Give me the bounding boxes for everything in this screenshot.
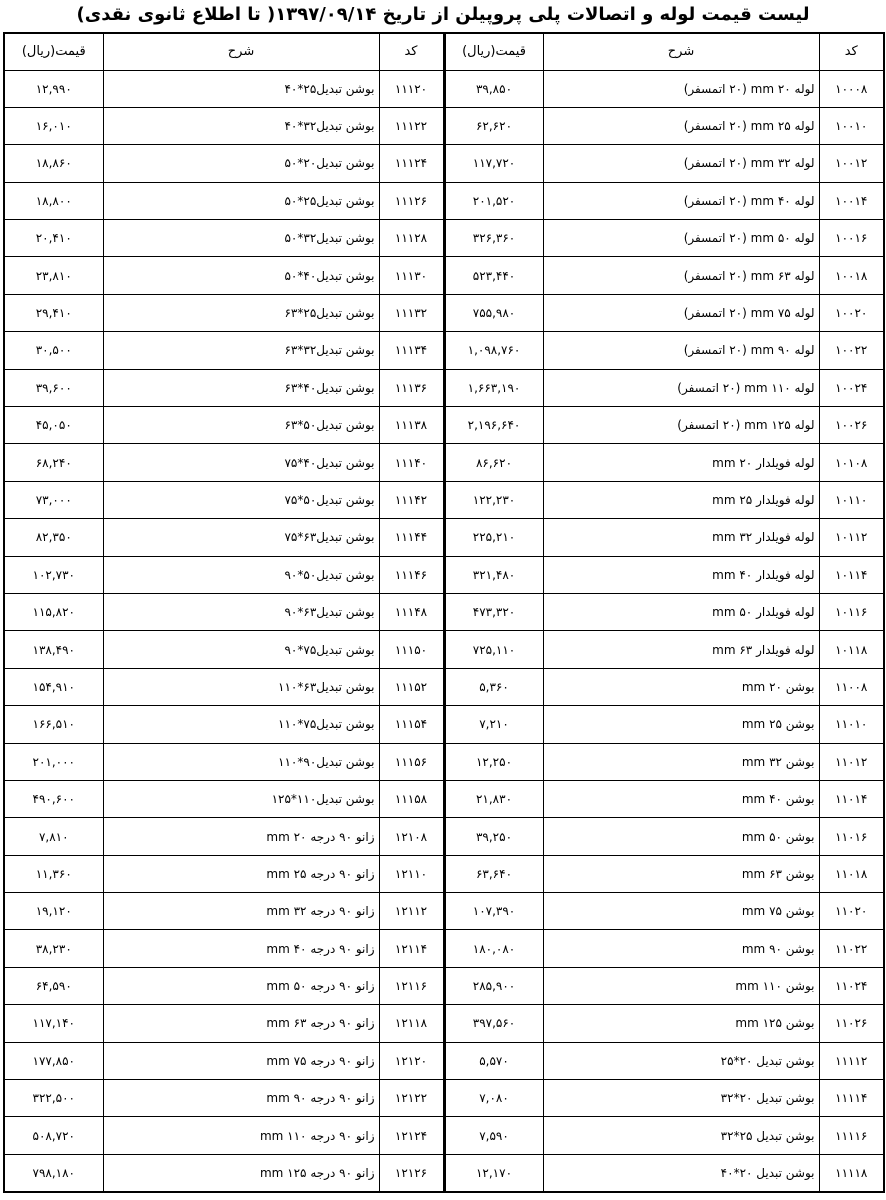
row-code-right: ۱۱۱۱۲ (819, 1042, 884, 1079)
row-description-right: بوشن تبدیل ۲۰*۴۰ (543, 1154, 819, 1191)
table-row (4, 257, 884, 294)
row-description-right: لوله ۱۱۰ mm (۲۰ اتمسفر) (543, 369, 819, 406)
table-row (4, 220, 884, 257)
row-code-right: ۱۰۱۱۸ (819, 631, 884, 668)
row-description-right: لوله فویلدار ۶۳ mm (543, 631, 819, 668)
row-price-right: ۴۷۳,۳۲۰ (444, 593, 543, 630)
row-price-right: ۷۵۵,۹۸۰ (444, 294, 543, 331)
row-code-left: ۱۲۱۲۶ (379, 1154, 444, 1191)
row-description-right: لوله ۳۲ mm (۲۰ اتمسفر) (543, 145, 819, 182)
row-price-left: ۱۱۷,۱۴۰ (4, 1005, 103, 1042)
row-code-right: ۱۱۰۱۲ (819, 743, 884, 780)
row-code-left: ۱۱۱۴۸ (379, 593, 444, 630)
row-description-left: بوشن تبدیل۶۳*۷۵ (103, 519, 379, 556)
table-row (4, 70, 884, 107)
row-code-right: ۱۱۰۲۶ (819, 1005, 884, 1042)
row-code-left: ۱۲۱۲۲ (379, 1080, 444, 1117)
row-price-left: ۱۵۴,۹۱۰ (4, 668, 103, 705)
row-price-right: ۱,۶۶۳,۱۹۰ (444, 369, 543, 406)
row-code-right: ۱۰۱۱۲ (819, 519, 884, 556)
row-price-right: ۳۲۶,۳۶۰ (444, 220, 543, 257)
row-code-left: ۱۱۱۲۴ (379, 145, 444, 182)
row-description-left: بوشن تبدیل۵۰*۹۰ (103, 556, 379, 593)
row-price-right: ۷,۵۹۰ (444, 1117, 543, 1154)
row-code-left: ۱۱۱۵۰ (379, 631, 444, 668)
table-row (4, 1154, 884, 1191)
row-description-right: لوله ۲۰ mm (۲۰ اتمسفر) (543, 70, 819, 107)
table-row (4, 855, 884, 892)
row-code-left: ۱۲۱۰۸ (379, 818, 444, 855)
row-description-right: بوشن ۴۰ mm (543, 780, 819, 817)
row-description-right: لوله ۴۰ mm (۲۰ اتمسفر) (543, 182, 819, 219)
table-row (4, 1005, 884, 1042)
table-row (4, 182, 884, 219)
row-price-right: ۲۸۵,۹۰۰ (444, 967, 543, 1004)
row-price-left: ۷۹۸,۱۸۰ (4, 1154, 103, 1191)
row-price-left: ۱۹,۱۲۰ (4, 893, 103, 930)
page-title: لیست قیمت لوله و اتصالات پلی پروپیلن از تاریخ ۱۳۹۷/۰۹/۱۴( تا اطلاع ثانوی نقدی) (76, 4, 810, 25)
row-description-left: زانو ۹۰ درجه ۱۱۰ mm (103, 1117, 379, 1154)
row-price-right: ۶۲,۶۲۰ (444, 107, 543, 144)
row-code-left: ۱۱۱۳۶ (379, 369, 444, 406)
table-row (4, 519, 884, 556)
row-price-right: ۲۱,۸۳۰ (444, 780, 543, 817)
price-table (3, 32, 885, 1193)
row-price-right: ۱۲,۲۵۰ (444, 743, 543, 780)
row-description-left: بوشن تبدیل۵۰*۷۵ (103, 481, 379, 518)
row-description-left: بوشن تبدیل۳۲*۵۰ (103, 220, 379, 257)
row-description-right: لوله ۶۳ mm (۲۰ اتمسفر) (543, 257, 819, 294)
table-row (4, 780, 884, 817)
row-price-right: ۶۳,۶۴۰ (444, 855, 543, 892)
table-row (4, 967, 884, 1004)
row-description-right: بوشن ۶۳ mm (543, 855, 819, 892)
row-description-left: زانو ۹۰ درجه ۹۰ mm (103, 1080, 379, 1117)
row-code-right: ۱۰۱۱۶ (819, 593, 884, 630)
row-price-right: ۱۲۲,۲۳۰ (444, 481, 543, 518)
row-description-left: بوشن تبدیل۷۵*۹۰ (103, 631, 379, 668)
row-code-left: ۱۱۱۵۴ (379, 706, 444, 743)
table-row (4, 743, 884, 780)
row-description-left: بوشن تبدیل۴۰*۷۵ (103, 444, 379, 481)
row-price-left: ۴۵,۰۵۰ (4, 407, 103, 444)
row-code-right: ۱۱۰۱۰ (819, 706, 884, 743)
row-code-left: ۱۲۱۱۸ (379, 1005, 444, 1042)
row-code-right: ۱۰۱۱۴ (819, 556, 884, 593)
header-price-left: قیمت(ریال) (4, 33, 103, 70)
table-row (4, 631, 884, 668)
row-price-left: ۳۰,۵۰۰ (4, 332, 103, 369)
row-code-left: ۱۱۱۴۶ (379, 556, 444, 593)
header-desc-right: شرح (543, 33, 819, 70)
row-description-right: بوشن ۵۰ mm (543, 818, 819, 855)
row-price-left: ۲۹,۴۱۰ (4, 294, 103, 331)
row-description-right: لوله ۵۰ mm (۲۰ اتمسفر) (543, 220, 819, 257)
table-row (4, 1042, 884, 1079)
row-description-right: بوشن ۱۲۵ mm (543, 1005, 819, 1042)
row-description-left: بوشن تبدیل۶۳*۹۰ (103, 593, 379, 630)
row-price-left: ۱۰۲,۷۳۰ (4, 556, 103, 593)
row-code-left: ۱۱۱۵۲ (379, 668, 444, 705)
row-description-left: بوشن تبدیل۲۰*۵۰ (103, 145, 379, 182)
row-price-right: ۵۲۳,۴۴۰ (444, 257, 543, 294)
row-price-left: ۲۳,۸۱۰ (4, 257, 103, 294)
row-description-right: لوله ۱۲۵ mm (۲۰ اتمسفر) (543, 407, 819, 444)
header-price-right: قیمت(ریال) (444, 33, 543, 70)
row-description-right: لوله فویلدار ۲۰ mm (543, 444, 819, 481)
table-header-row (4, 33, 884, 70)
row-price-left: ۱۶,۰۱۰ (4, 107, 103, 144)
row-description-right: لوله ۲۵ mm (۲۰ اتمسفر) (543, 107, 819, 144)
row-description-right: بوشن تبدیل ۲۵*۳۲ (543, 1117, 819, 1154)
row-price-right: ۵,۵۷۰ (444, 1042, 543, 1079)
row-price-right: ۷,۰۸۰ (444, 1080, 543, 1117)
row-description-right: لوله فویلدار ۵۰ mm (543, 593, 819, 630)
row-description-right: لوله فویلدار ۴۰ mm (543, 556, 819, 593)
table-row (4, 1117, 884, 1154)
row-description-left: زانو ۹۰ درجه ۲۰ mm (103, 818, 379, 855)
row-price-left: ۱۸,۸۶۰ (4, 145, 103, 182)
row-price-right: ۳۹,۸۵۰ (444, 70, 543, 107)
row-description-right: بوشن ۲۰ mm (543, 668, 819, 705)
row-code-left: ۱۱۱۲۲ (379, 107, 444, 144)
row-price-left: ۳۲۲,۵۰۰ (4, 1080, 103, 1117)
row-code-right: ۱۱۰۲۴ (819, 967, 884, 1004)
row-description-left: زانو ۹۰ درجه ۱۲۵ mm (103, 1154, 379, 1191)
row-code-left: ۱۲۱۲۴ (379, 1117, 444, 1154)
row-description-right: بوشن ۹۰ mm (543, 930, 819, 967)
row-code-right: ۱۱۰۲۲ (819, 930, 884, 967)
row-price-left: ۵۰۸,۷۲۰ (4, 1117, 103, 1154)
table-row (4, 107, 884, 144)
row-code-left: ۱۱۱۴۰ (379, 444, 444, 481)
row-price-right: ۲,۱۹۶,۶۴۰ (444, 407, 543, 444)
table-row (4, 481, 884, 518)
row-price-right: ۱۸۰,۰۸۰ (444, 930, 543, 967)
table-body (4, 70, 884, 1192)
row-code-right: ۱۱۰۱۴ (819, 780, 884, 817)
row-description-right: لوله ۷۵ mm (۲۰ اتمسفر) (543, 294, 819, 331)
row-code-left: ۱۱۱۵۸ (379, 780, 444, 817)
row-price-left: ۳۹,۶۰۰ (4, 369, 103, 406)
row-price-left: ۱۱۵,۸۲۰ (4, 593, 103, 630)
row-description-right: بوشن ۳۲ mm (543, 743, 819, 780)
row-description-right: بوشن تبدیل ۲۰*۳۲ (543, 1080, 819, 1117)
row-code-right: ۱۰۰۱۲ (819, 145, 884, 182)
table-row (4, 893, 884, 930)
row-price-right: ۱,۰۹۸,۷۶۰ (444, 332, 543, 369)
header-code-left: کد (379, 33, 444, 70)
row-code-right: ۱۱۱۱۸ (819, 1154, 884, 1191)
row-price-left: ۱۲,۹۹۰ (4, 70, 103, 107)
row-code-right: ۱۰۰۲۰ (819, 294, 884, 331)
row-price-left: ۲۰۱,۰۰۰ (4, 743, 103, 780)
table-row (4, 294, 884, 331)
row-code-left: ۱۱۱۴۲ (379, 481, 444, 518)
table-row (4, 930, 884, 967)
row-description-left: زانو ۹۰ درجه ۴۰ mm (103, 930, 379, 967)
row-price-left: ۴۹۰,۶۰۰ (4, 780, 103, 817)
row-description-left: بوشن تبدیل۳۲*۴۰ (103, 107, 379, 144)
row-code-left: ۱۱۱۳۴ (379, 332, 444, 369)
table-row (4, 145, 884, 182)
row-code-left: ۱۱۱۵۶ (379, 743, 444, 780)
row-description-left: زانو ۹۰ درجه ۳۲ mm (103, 893, 379, 930)
table-row (4, 818, 884, 855)
row-price-right: ۱۲,۱۷۰ (444, 1154, 543, 1191)
table-row (4, 593, 884, 630)
row-description-right: بوشن تبدیل ۲۰*۲۵ (543, 1042, 819, 1079)
row-code-left: ۱۲۱۲۰ (379, 1042, 444, 1079)
row-price-right: ۳۲۱,۴۸۰ (444, 556, 543, 593)
row-description-left: بوشن تبدیل۲۵*۵۰ (103, 182, 379, 219)
row-price-left: ۱۶۶,۵۱۰ (4, 706, 103, 743)
row-description-left: بوشن تبدیل۱۱۰*۱۲۵ (103, 780, 379, 817)
row-code-left: ۱۲۱۱۴ (379, 930, 444, 967)
header-desc-left: شرح (103, 33, 379, 70)
row-description-left: بوشن تبدیل۲۵*۶۳ (103, 294, 379, 331)
row-code-right: ۱۱۱۱۶ (819, 1117, 884, 1154)
row-code-right: ۱۰۰۱۸ (819, 257, 884, 294)
row-code-left: ۱۲۱۱۲ (379, 893, 444, 930)
row-code-left: ۱۱۱۲۰ (379, 70, 444, 107)
row-code-left: ۱۱۱۳۸ (379, 407, 444, 444)
row-code-right: ۱۰۰۲۲ (819, 332, 884, 369)
table-row (4, 668, 884, 705)
row-price-left: ۷,۸۱۰ (4, 818, 103, 855)
row-code-right: ۱۰۰۱۰ (819, 107, 884, 144)
row-price-left: ۱۷۷,۸۵۰ (4, 1042, 103, 1079)
row-code-left: ۱۲۱۱۶ (379, 967, 444, 1004)
row-price-right: ۲۲۵,۲۱۰ (444, 519, 543, 556)
row-code-left: ۱۲۱۱۰ (379, 855, 444, 892)
row-description-left: بوشن تبدیل۳۲*۶۳ (103, 332, 379, 369)
row-price-left: ۱۱,۳۶۰ (4, 855, 103, 892)
table-row (4, 444, 884, 481)
row-code-left: ۱۱۱۲۸ (379, 220, 444, 257)
row-price-left: ۶۸,۲۴۰ (4, 444, 103, 481)
row-price-right: ۷,۲۱۰ (444, 706, 543, 743)
row-code-right: ۱۱۰۰۸ (819, 668, 884, 705)
table-row (4, 407, 884, 444)
row-description-left: زانو ۹۰ درجه ۵۰ mm (103, 967, 379, 1004)
row-price-left: ۶۴,۵۹۰ (4, 967, 103, 1004)
row-price-right: ۳۹,۲۵۰ (444, 818, 543, 855)
row-code-right: ۱۱۰۲۰ (819, 893, 884, 930)
row-price-left: ۷۳,۰۰۰ (4, 481, 103, 518)
row-price-right: ۸۶,۶۲۰ (444, 444, 543, 481)
row-description-right: لوله فویلدار ۳۲ mm (543, 519, 819, 556)
row-code-right: ۱۰۰۲۶ (819, 407, 884, 444)
table-row (4, 1080, 884, 1117)
row-description-right: بوشن ۷۵ mm (543, 893, 819, 930)
row-price-left: ۱۳۸,۴۹۰ (4, 631, 103, 668)
row-description-right: لوله فویلدار ۲۵ mm (543, 481, 819, 518)
row-price-right: ۲۰۱,۵۲۰ (444, 182, 543, 219)
row-code-right: ۱۰۰۲۴ (819, 369, 884, 406)
row-code-left: ۱۱۱۴۴ (379, 519, 444, 556)
row-code-left: ۱۱۱۲۶ (379, 182, 444, 219)
row-description-right: بوشن ۱۱۰ mm (543, 967, 819, 1004)
row-description-left: بوشن تبدیل۶۳*۱۱۰ (103, 668, 379, 705)
row-description-left: زانو ۹۰ درجه ۲۵ mm (103, 855, 379, 892)
table-row (4, 556, 884, 593)
row-code-right: ۱۰۰۰۸ (819, 70, 884, 107)
row-description-right: لوله ۹۰ mm (۲۰ اتمسفر) (543, 332, 819, 369)
table-row (4, 706, 884, 743)
row-description-left: بوشن تبدیل۴۰*۶۳ (103, 369, 379, 406)
row-description-left: بوشن تبدیل۲۵*۴۰ (103, 70, 379, 107)
row-code-right: ۱۱۰۱۸ (819, 855, 884, 892)
row-price-right: ۳۹۷,۵۶۰ (444, 1005, 543, 1042)
row-description-left: بوشن تبدیل۴۰*۵۰ (103, 257, 379, 294)
row-price-right: ۱۰۷,۳۹۰ (444, 893, 543, 930)
row-code-left: ۱۱۱۳۰ (379, 257, 444, 294)
row-code-left: ۱۱۱۳۲ (379, 294, 444, 331)
row-price-left: ۱۸,۸۰۰ (4, 182, 103, 219)
table-row (4, 332, 884, 369)
row-price-left: ۳۸,۲۳۰ (4, 930, 103, 967)
row-description-left: بوشن تبدیل۷۵*۱۱۰ (103, 706, 379, 743)
row-description-left: زانو ۹۰ درجه ۷۵ mm (103, 1042, 379, 1079)
row-price-left: ۸۲,۳۵۰ (4, 519, 103, 556)
row-price-right: ۱۱۷,۷۲۰ (444, 145, 543, 182)
row-price-left: ۲۰,۴۱۰ (4, 220, 103, 257)
row-code-right: ۱۰۰۱۶ (819, 220, 884, 257)
row-code-right: ۱۱۱۱۴ (819, 1080, 884, 1117)
row-description-right: بوشن ۲۵ mm (543, 706, 819, 743)
row-price-right: ۷۲۵,۱۱۰ (444, 631, 543, 668)
row-code-right: ۱۰۱۱۰ (819, 481, 884, 518)
row-price-right: ۵,۳۶۰ (444, 668, 543, 705)
row-description-left: زانو ۹۰ درجه ۶۳ mm (103, 1005, 379, 1042)
row-code-right: ۱۰۰۱۴ (819, 182, 884, 219)
row-description-left: بوشن تبدیل۹۰*۱۱۰ (103, 743, 379, 780)
row-code-right: ۱۱۰۱۶ (819, 818, 884, 855)
row-code-right: ۱۰۱۰۸ (819, 444, 884, 481)
table-row (4, 369, 884, 406)
header-code-right: کد (819, 33, 884, 70)
row-description-left: بوشن تبدیل۵۰*۶۳ (103, 407, 379, 444)
